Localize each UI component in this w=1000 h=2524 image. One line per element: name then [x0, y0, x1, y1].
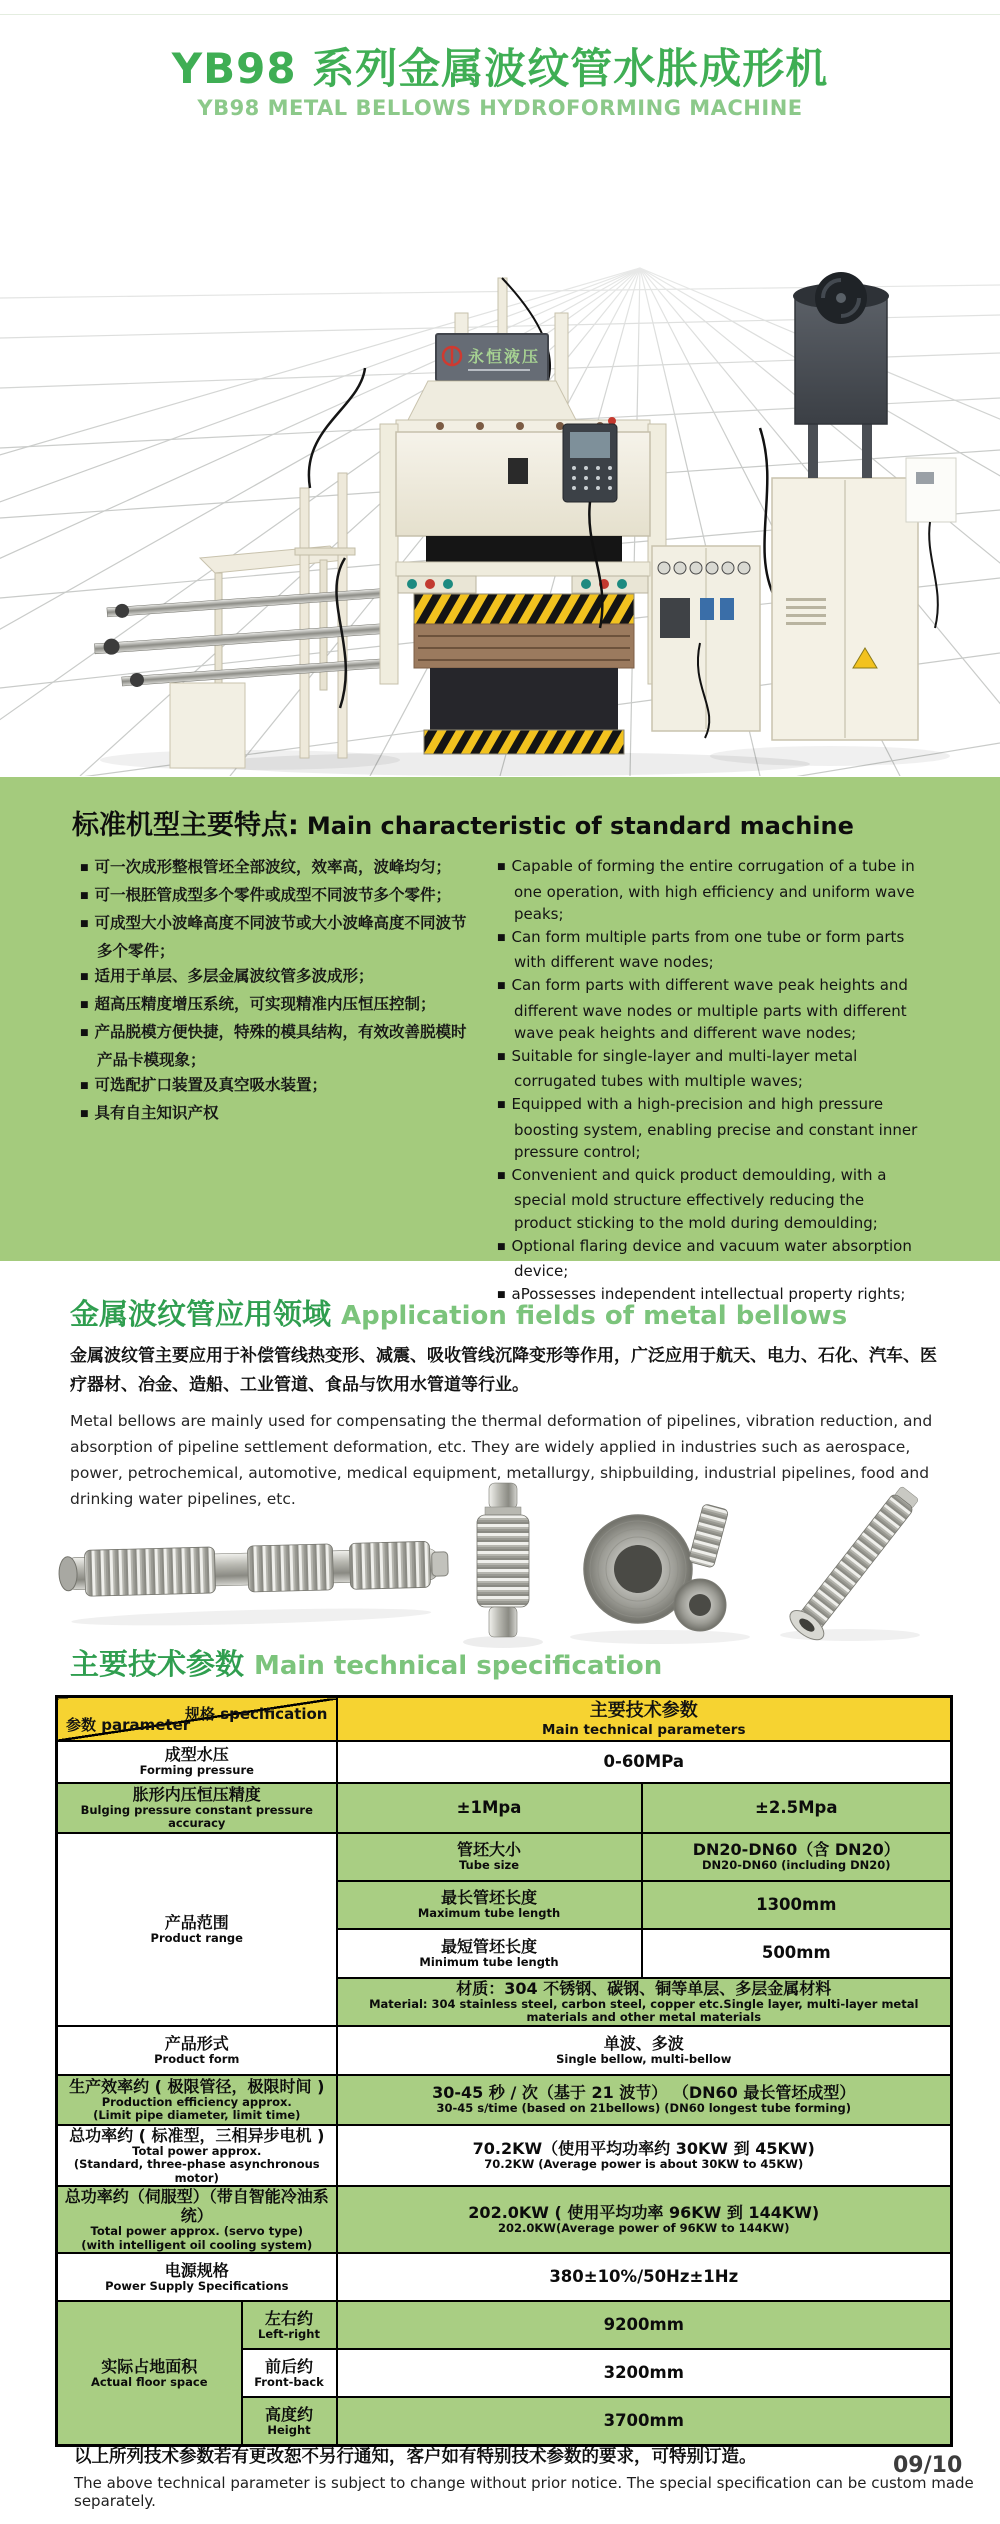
bellows-photo-3	[570, 1504, 750, 1644]
table-row: 实际占地面积 Actual floor space 左右约 Left-right 9200mm	[57, 2301, 952, 2349]
list-item: ■ Suitable for single-layer and multi-layer metal corrugated tubes with multiple waves;	[497, 1046, 858, 1091]
bullet-square-icon: ■	[497, 1289, 506, 1300]
corner-spec-label: 规格 specification	[184, 1705, 328, 1723]
bullet-square-icon: ■	[80, 863, 89, 873]
list-item: ■ 可一次成形整根管坯全部波纹，效率高，波峰均匀；	[80, 858, 452, 876]
bullet-square-icon: ■	[80, 891, 89, 901]
table-row: 材质：304 不锈钢、碳钢、铜等单层、多层金属材料 Material: 304 stainless steel, carbon steel, copper etc.Single layer, multi-layer metal materials and other metal materials	[57, 1978, 952, 2026]
list-item: ■ Equipped with a high-precision and high pressure boosting system, enabling precise and constant inner pressure control;	[497, 1094, 918, 1162]
table-row: 总功率约（伺服型）（带自智能冷油系统） Total power approx. (servo type) (with intelligent oil cooling system) 202.0KW ( 使用平均功率 96KW 到 144KW) 202.0KW(Average power of 96KW to 144KW)	[57, 2186, 952, 2253]
brand-sign-text: 永恒液压	[468, 347, 541, 366]
page-subtitle: YB98 METAL BELLOWS HYDROFORMING MACHINE	[197, 96, 803, 120]
bellows-photo-2	[463, 1483, 543, 1648]
bullet-square-icon: ■	[80, 1028, 89, 1038]
application-paragraph-en: Metal bellows are mainly used for compensating the thermal deformation of pipelines, vibration reduction, and absorption of pipeline settlement deformation, etc. They are widely applied in industries such as aerospace, power, petrochemical, automotive, medical equipment, metallurgy, shipbuilding, industrial pipelines, food and drinking water pipelines, etc.	[70, 1412, 933, 1508]
table-row: 电源规格 Power Supply Specifications 380±10%/50Hz±1Hz	[57, 2253, 952, 2301]
table-row: 前后约 Front-back 3200mm	[57, 2349, 952, 2397]
features-list-en	[497, 855, 925, 1308]
list-item: ■ 可一根胚管成型多个零件或成型不同波节多个零件；	[80, 886, 452, 904]
list-item: ■ Convenient and quick product demoulding, with a special mold structure effectively reducing the product sticking to the mold during demoulding;	[497, 1165, 887, 1232]
bellows-photo-1	[58, 1541, 449, 1629]
bullet-square-icon: ■	[497, 1241, 506, 1252]
floor-space-label-cell: 实际占地面积 Actual floor space	[57, 2301, 242, 2445]
table-row: 高度约 Height 3700mm	[57, 2397, 952, 2445]
application-heading-en: Application fields of metal bellows	[341, 1301, 848, 1331]
table-row: 成型水压 Forming pressure 0-60MPa	[57, 1741, 952, 1783]
list-item: ■ Can form parts with different wave peak heights and different wave nodes or multiple parts with different wave peak heights and different wave nodes;	[497, 975, 908, 1043]
list-item: ■ Optional flaring device and vacuum water absorption device;	[497, 1236, 912, 1281]
list-item: ■ 可选配扩口装置及真空吸水装置；	[80, 1076, 328, 1094]
bullet-square-icon: ■	[80, 919, 89, 929]
spec-heading	[70, 1642, 662, 1683]
table-row: 产品范围 Product range 管坯大小 Tube size DN20-DN60（含 DN20） DN20-DN60 (including DN20)	[57, 1833, 952, 1881]
product-range-label-cell: 产品范围 Product range	[57, 1833, 337, 2026]
table-row: 总功率约 ( 标准型，三相异步电机 ) Total power approx. (Standard, three-phase asynchronous motor) 70.2KW（使用平均功率约 30KW 到 45KW) 70.2KW (Average power is about 30KW to 45KW)	[57, 2125, 952, 2187]
spec-heading-zh: 主要技术参数	[70, 1647, 245, 1681]
corner-param-label: 参数 parameter	[66, 1715, 191, 1734]
footer-note-en: The above technical parameter is subject to change without prior notice. The special specification can be custom made separately.	[74, 2474, 974, 2510]
list-item: ■ 超高压精度增压系统，可实现精准内压恒压控制；	[80, 995, 436, 1013]
pendant-screen	[570, 432, 610, 458]
bullet-square-icon: ■	[497, 1170, 506, 1181]
list-item: ■ 可成型大小波峰高度不同波节或大小波峰高度不同波节多个零件；	[80, 914, 467, 960]
bullet-square-icon: ■	[497, 1099, 506, 1110]
table-row: 胀形内压恒压精度 Bulging pressure constant pressure accuracy ±1Mpa ±2.5Mpa	[57, 1783, 952, 1833]
list-item: ■ 适用于单层、多层金属波纹管多波成形；	[80, 967, 374, 985]
features-heading-en: Main characteristic of standard machine	[306, 812, 854, 840]
machine-illustration	[0, 128, 1000, 776]
list-item: ■ 具有自主知识产权	[80, 1104, 219, 1122]
features-section	[0, 777, 1000, 1303]
table-row: 最短管坯长度 Minimum tube length 500mm	[57, 1929, 952, 1978]
table-header-row	[57, 1697, 952, 1741]
bellows-photos	[0, 1477, 1000, 1652]
bellows-photo-4	[780, 1480, 926, 1645]
bullet-square-icon: ■	[80, 1109, 89, 1119]
features-heading-zh: 标准机型主要特点:	[72, 810, 299, 841]
spec-table	[55, 1695, 953, 2447]
wall-box	[906, 458, 956, 522]
bullet-square-icon: ■	[497, 932, 506, 943]
list-item: ■ 产品脱模方便快捷，特殊的模具结构，有效改善脱模时产品卡模现象；	[80, 1023, 467, 1069]
main-header-cell: 主要技术参数 Main technical parameters	[337, 1697, 952, 1741]
bullet-square-icon: ■	[497, 862, 506, 872]
bullet-square-icon: ■	[80, 1000, 89, 1010]
page-number: 09/10	[893, 2453, 963, 2478]
machine-photo	[0, 128, 1000, 776]
application-heading-zh: 金属波纹管应用领域	[70, 1297, 332, 1331]
features-list-zh	[80, 855, 482, 1129]
corner-header-cell	[57, 1697, 337, 1741]
bullet-square-icon: ■	[497, 980, 506, 991]
bullet-square-icon: ■	[80, 972, 89, 982]
bullet-square-icon: ■	[80, 1081, 89, 1091]
list-item: ■ Capable of forming the entire corrugation of a tube in one operation, with high efficiency and uniform wave peaks;	[497, 857, 915, 924]
features-heading	[72, 803, 854, 842]
application-paragraph-zh: 金属波纹管主要应用于补偿管线热变形、减震、吸收管线沉降变形等作用，广泛应用于航天、电力、石化、汽车、医疗器材、冶金、造船、工业管道、食品与饮用水管道等行业。	[70, 1346, 937, 1395]
table-row: 生产效率约 ( 极限管径，极限时间 ) Production efficiency approx. (Limit pipe diameter, limit time) 30-45 秒 / 次（基于 21 波节） （DN60 最长管坯成型） 30-45 s/time (based on 21bellows) (DN60 longest tube forming)	[57, 2075, 952, 2125]
page-title: YB98 系列金属波纹管水胀成形机	[171, 44, 829, 93]
table-row: 最长管坯长度 Maximum tube length 1300mm	[57, 1881, 952, 1929]
spec-heading-en: Main technical specification	[254, 1651, 663, 1681]
list-item: ■ aPossesses independent intellectual property rights;	[497, 1284, 906, 1303]
list-item: ■ Can form multiple parts from one tube or form parts with different wave nodes;	[497, 927, 905, 972]
footer-note-zh: 以上所列技术参数若有更改恕不另行通知，客户如有特别技术参数的要求，可特别订造。	[74, 2447, 757, 2467]
table-row: 产品形式 Product form 单波、多波 Single bellow, multi-bellow	[57, 2026, 952, 2075]
top-divider	[0, 14, 1000, 15]
bullet-square-icon: ■	[497, 1051, 506, 1062]
